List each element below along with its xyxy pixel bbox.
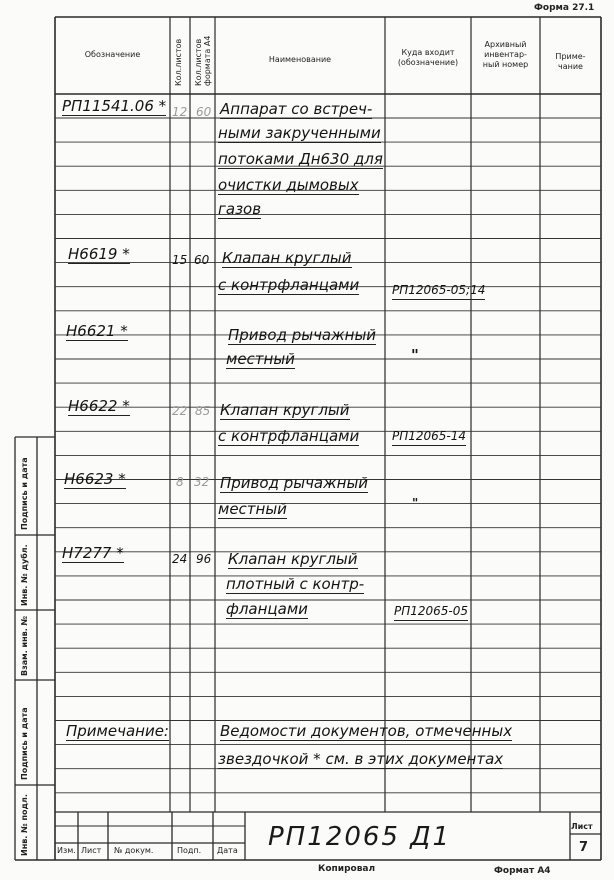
- footer-format: Формат А4: [494, 866, 551, 876]
- entry-name-line: потоками Дн630 для: [218, 150, 383, 168]
- tb-col-sheet: Лист: [81, 846, 102, 855]
- entry-a4: 60: [194, 253, 210, 267]
- entry-name-line: Клапан круглый: [228, 550, 358, 568]
- note-label: Примечание:: [66, 722, 169, 740]
- entry-used-in: РП12065-14: [392, 427, 466, 446]
- doc-code: РП12065 Д1: [268, 822, 452, 852]
- entry-a4: 60: [196, 105, 212, 119]
- entry-used-in: РП12065-05;14: [392, 281, 485, 300]
- note-line: звездочкой * см. в этих документах: [218, 750, 504, 768]
- sidebar-sign-date-1: Подпись и дата: [20, 457, 29, 530]
- entry-name-line: Клапан круглый: [220, 401, 350, 419]
- tb-sheet-number: 7: [579, 840, 589, 855]
- entry-name-line: местный: [218, 500, 287, 518]
- entry-sheets: 12: [172, 105, 188, 119]
- header-note: Приме- чание: [555, 52, 586, 71]
- entry-name-line: очистки дымовых: [218, 176, 359, 194]
- entry-name-line: с контрфланцами: [218, 427, 360, 445]
- tb-sheet-label: Лист: [571, 822, 593, 831]
- entry-designation: Н6621 *: [66, 322, 128, 340]
- sidebar-sign-date-2: Подпись и дата: [20, 707, 29, 780]
- entry-used-in: РП12065-05: [394, 602, 468, 621]
- note-line: Ведомости документов, отмеченных: [220, 722, 513, 740]
- tb-col-docnum: № докум.: [114, 846, 154, 855]
- footer-copied: Копировал: [318, 864, 376, 874]
- entry-designation: Н6623 *: [64, 470, 126, 488]
- entry-a4: 96: [196, 552, 212, 566]
- tb-col-date: Дата: [217, 846, 238, 855]
- entry-name-line: Аппарат со встреч-: [220, 100, 373, 118]
- entry-name-line: фланцами: [226, 600, 308, 618]
- entry-name-line: с контрфланцами: [218, 276, 360, 294]
- entry-sheets: 24: [172, 552, 188, 566]
- header-sheet-count: Кол.листов: [174, 38, 183, 86]
- entry-name-line: местный: [226, 350, 295, 368]
- entry-name-line: плотный с контр-: [226, 575, 365, 593]
- sidebar-orig-inv: Инв. № подл.: [20, 794, 29, 856]
- entry-name-line: Привод рычажный: [228, 326, 377, 344]
- sidebar-dup-inv: Инв. № дубл.: [20, 544, 29, 606]
- sidebar-replace-inv: Взам. инв. №: [20, 615, 29, 676]
- entry-designation: РП11541.06 *: [62, 97, 167, 115]
- entry-a4: 85: [195, 404, 211, 418]
- entry-used-in: ": [412, 496, 419, 510]
- header-used-in: Куда входит (обозначение): [397, 48, 459, 67]
- form-label: Форма 27.1: [534, 3, 595, 13]
- tb-col-sign: Подп.: [177, 846, 202, 855]
- entry-name-line: ными закрученными: [218, 124, 381, 142]
- entry-used-in: ": [411, 346, 419, 364]
- entry-name-line: Привод рычажный: [220, 474, 369, 492]
- header-designation: Обозначение: [84, 50, 141, 59]
- header-name: Наименование: [268, 55, 332, 64]
- entry-sheets: 15: [172, 253, 188, 267]
- entry-sheets: 22: [172, 404, 188, 418]
- entry-designation: Н6622 *: [68, 397, 130, 415]
- entry-name-line: Клапан круглый: [222, 249, 352, 267]
- entry-a4: 32: [194, 475, 210, 489]
- entry-designation: Н7277 *: [62, 544, 124, 562]
- tb-col-change: Изм.: [57, 846, 76, 855]
- entry-sheets: 8: [176, 475, 184, 489]
- header-archive-number: Архивный инвентар- ный номер: [482, 40, 529, 69]
- entry-designation: Н6619 *: [68, 245, 130, 263]
- header-a4-count: Кол.листов формата А4: [194, 35, 212, 86]
- entry-name-line: газов: [218, 200, 262, 218]
